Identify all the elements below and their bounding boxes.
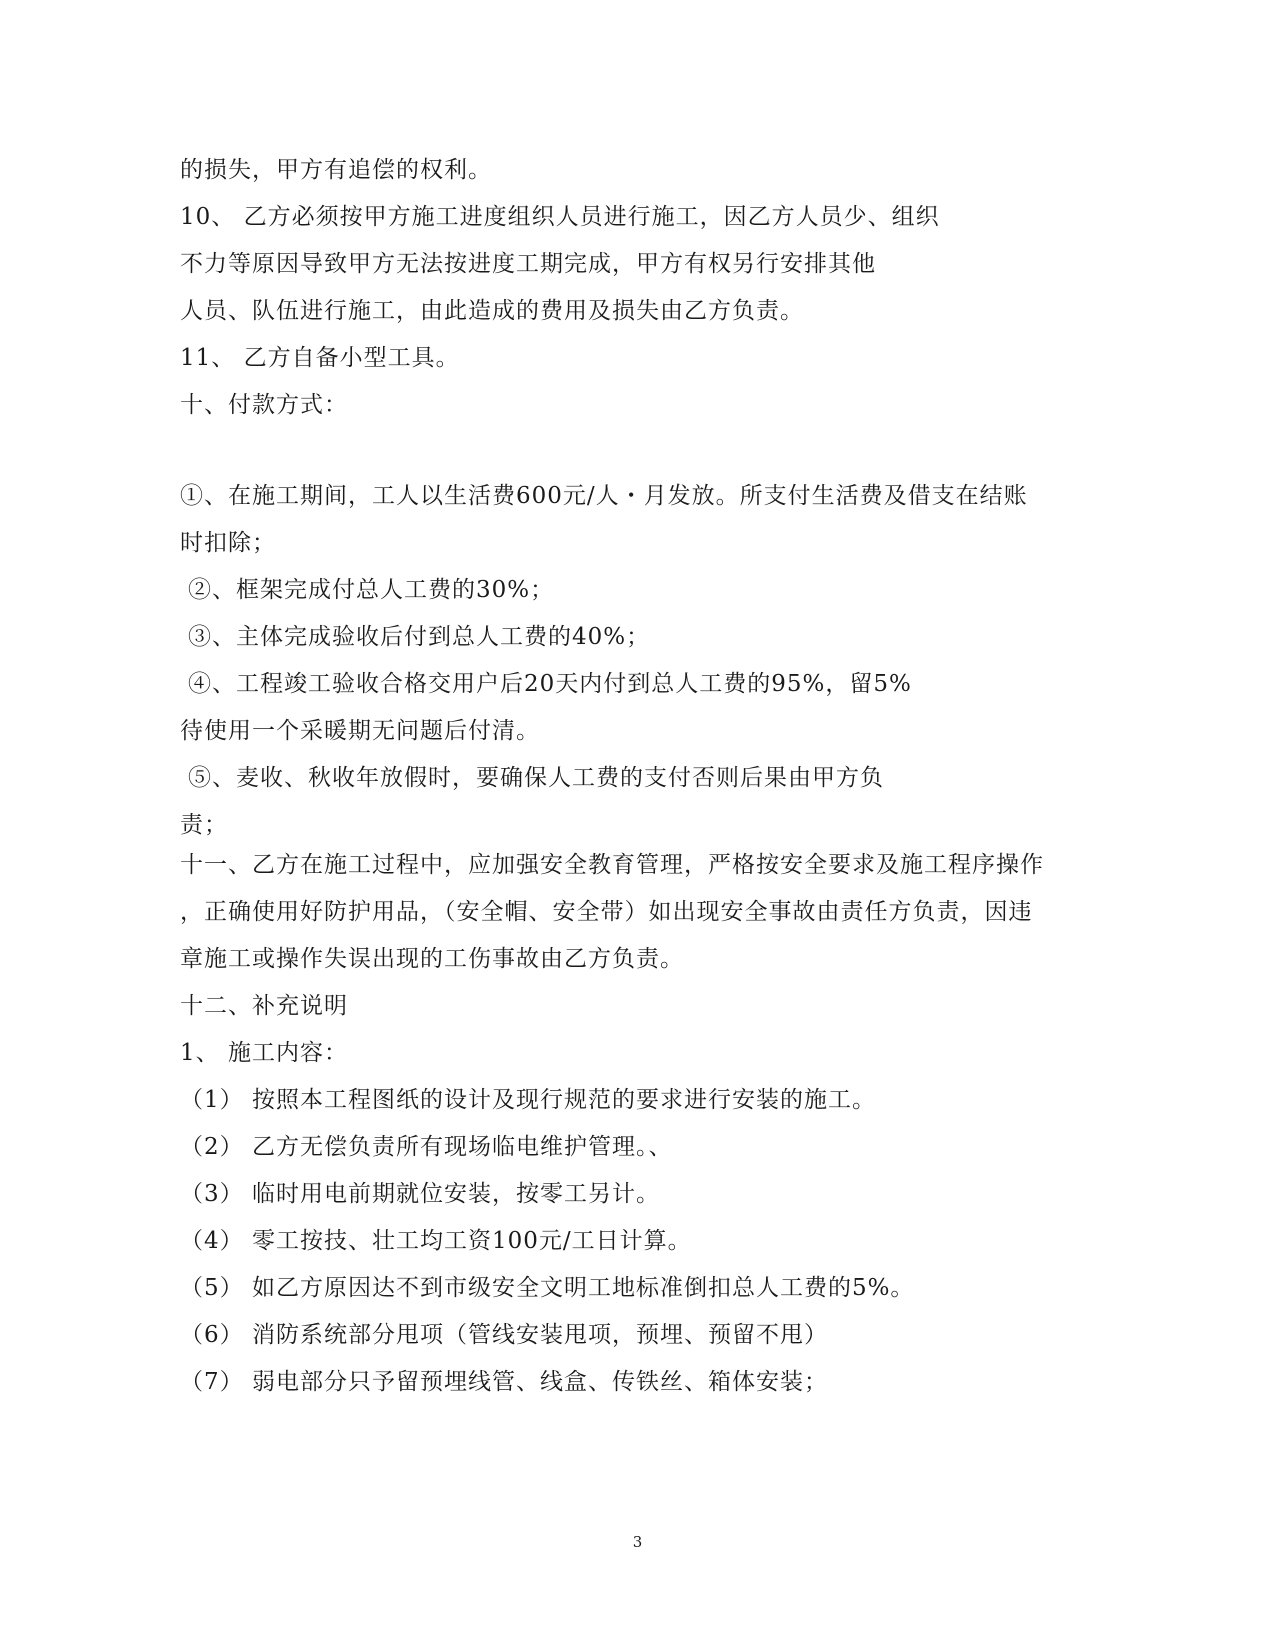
text-line: 人员、队伍进行施工，由此造成的费用及损失由乙方负责。 — [180, 298, 804, 324]
text-line: 1、 施工内容： — [180, 1040, 348, 1066]
text-line: ②、框架完成付总人工费的30%； — [188, 577, 555, 603]
list-item: （6） 消防系统部分甩项（管线安装甩项，预埋、预留不甩） — [180, 1322, 828, 1348]
page-number: 3 — [632, 1533, 643, 1551]
section-heading: 十、付款方式： — [180, 392, 348, 418]
section-heading: 十二、补充说明 — [180, 993, 348, 1019]
text-line: 不力等原因导致甲方无法按进度工期完成，甲方有权另行安排其他 — [180, 251, 876, 277]
list-item: （7） 弱电部分只予留预埋线管、线盒、传铁丝、箱体安装； — [180, 1369, 828, 1395]
list-item: （3） 临时用电前期就位安装，按零工另计。 — [180, 1181, 660, 1207]
list-item: （4） 零工按技、壮工均工资100元/工日计算。 — [180, 1228, 692, 1254]
text-line: ④、工程竣工验收合格交用户后20天内付到总人工费的95%，留5% — [188, 671, 912, 697]
list-item: （5） 如乙方原因达不到市级安全文明工地标准倒扣总人工费的5%。 — [180, 1275, 915, 1301]
list-item: （2） 乙方无偿负责所有现场临电维护管理。、 — [180, 1134, 673, 1160]
text-line: ，正确使用好防护用品，（安全帽、安全带）如出现安全事故由责任方负责，因违 — [180, 899, 1033, 925]
text-line: ③、主体完成验收后付到总人工费的40%； — [188, 624, 651, 650]
text-line: 时扣除； — [180, 530, 276, 556]
text-line: 章施工或操作失误出现的工伤事故由乙方负责。 — [180, 946, 684, 972]
text-line: ①、在施工期间，工人以生活费600元/人・月发放。所支付生活费及借支在结账 — [180, 483, 1028, 509]
text-line: 待使用一个采暖期无问题后付清。 — [180, 718, 540, 744]
text-line: ⑤、麦收、秋收年放假时，要确保人工费的支付否则后果由甲方负 — [188, 765, 884, 791]
text-line: 11、 乙方自备小型工具。 — [180, 345, 460, 371]
list-item: （1） 按照本工程图纸的设计及现行规范的要求进行安装的施工。 — [180, 1087, 876, 1113]
text-line: 十一、乙方在施工过程中，应加强安全教育管理，严格按安全要求及施工程序操作 — [180, 852, 1044, 878]
text-line: 10、 乙方必须按甲方施工进度组织人员进行施工，因乙方人员少、组织 — [180, 204, 940, 230]
text-line: 责； — [180, 812, 228, 838]
text-line: 的损失，甲方有追偿的权利。 — [180, 157, 492, 183]
